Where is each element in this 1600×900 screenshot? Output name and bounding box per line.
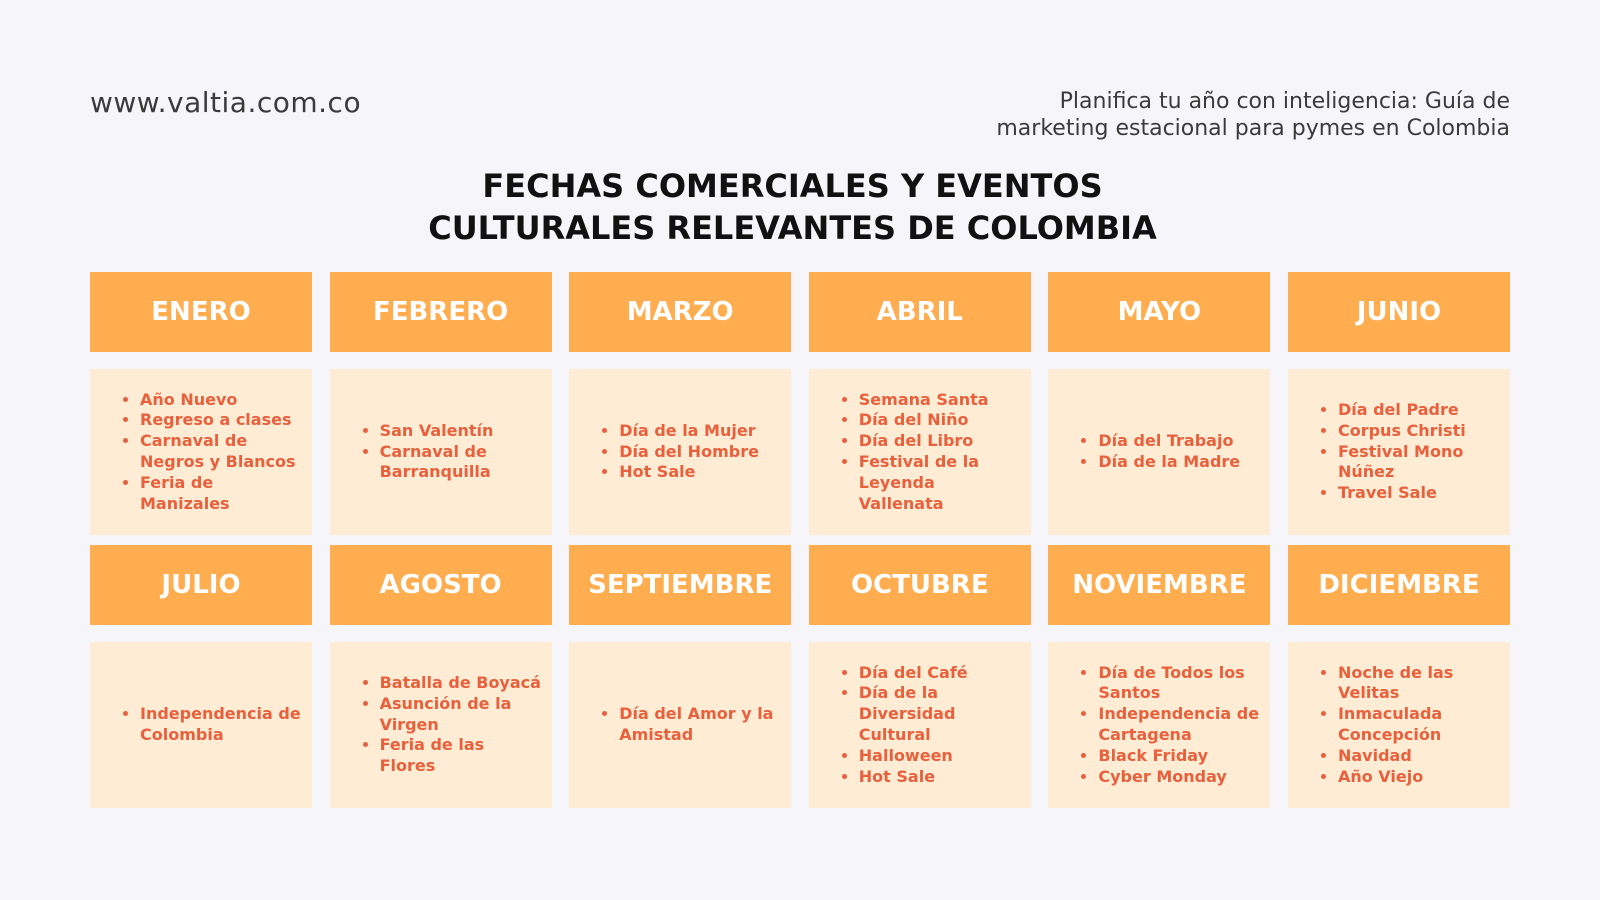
event-item: • Inmaculada Concepción — [1338, 704, 1502, 746]
event-item: • Travel Sale — [1338, 483, 1502, 504]
events-list — [330, 673, 552, 777]
site-url[interactable]: www.valtia.com.co — [90, 86, 362, 119]
month-header: SEPTIEMBRE — [569, 545, 791, 625]
month-events-box — [1288, 369, 1510, 535]
month-header: FEBRERO — [330, 272, 552, 352]
events-list — [569, 704, 791, 746]
events-list — [809, 663, 1031, 788]
event-item: • Hot Sale — [619, 462, 759, 483]
guide-title — [890, 88, 1510, 142]
month-events-box — [1048, 369, 1270, 535]
month-header: JULIO — [90, 545, 312, 625]
month-events-box — [809, 642, 1031, 808]
event-item: • Día del Amor y la Amistad — [619, 704, 783, 746]
month-card — [90, 272, 312, 535]
month-header: ABRIL — [809, 272, 1031, 352]
month-card — [1288, 272, 1510, 535]
event-item: • Día del Trabajo — [1098, 431, 1240, 452]
event-item: • Carnaval de Barranquilla — [380, 442, 544, 484]
event-item: • Año Viejo — [1338, 767, 1502, 788]
event-item: • Feria de las Flores — [380, 735, 544, 777]
month-card — [1288, 535, 1510, 808]
month-card — [569, 535, 791, 808]
month-events-box — [330, 642, 552, 808]
events-list — [90, 704, 312, 746]
months-grid — [90, 272, 1510, 808]
month-card — [330, 272, 552, 535]
month-header: MAYO — [1048, 272, 1270, 352]
events-list — [569, 421, 767, 483]
events-list — [330, 421, 552, 483]
event-item: • Día de la Diversidad Cultural — [859, 683, 1023, 745]
event-item: • Día del Café — [859, 663, 1023, 684]
month-events-box — [569, 369, 791, 535]
month-header: NOVIEMBRE — [1048, 545, 1270, 625]
page-title-line-2: CULTURALES RELEVANTES DE COLOMBIA — [428, 209, 1157, 247]
event-item: • Regreso a clases — [140, 410, 304, 431]
month-events-box — [1048, 642, 1270, 808]
event-item: • Día de la Mujer — [619, 421, 759, 442]
event-item: • Semana Santa — [859, 390, 1023, 411]
event-item: • Cyber Monday — [1098, 767, 1262, 788]
month-card — [569, 272, 791, 535]
guide-title-line-2: marketing estacional para pymes en Colombia — [996, 116, 1510, 141]
events-list — [1048, 663, 1270, 788]
events-list — [1048, 431, 1248, 473]
month-card — [1048, 272, 1270, 535]
event-item: • Año Nuevo — [140, 390, 304, 411]
event-item: • Festival de la Leyenda Vallenata — [859, 452, 1023, 514]
event-item: • Día del Hombre — [619, 442, 759, 463]
month-events-box — [809, 369, 1031, 535]
month-events-box — [90, 642, 312, 808]
event-item: • Día del Libro — [859, 431, 1023, 452]
month-events-box — [569, 642, 791, 808]
event-item: • Independencia de Cartagena — [1098, 704, 1262, 746]
event-item: • Hot Sale — [859, 767, 1023, 788]
page-title-line-1: FECHAS COMERCIALES Y EVENTOS — [482, 167, 1103, 205]
event-item: • Black Friday — [1098, 746, 1262, 767]
event-item: • Navidad — [1338, 746, 1502, 767]
month-events-box — [90, 369, 312, 535]
guide-title-line-1: Planifica tu año con inteligencia: Guía de — [1059, 89, 1510, 114]
month-events-box — [330, 369, 552, 535]
event-item: • Festival Mono Núñez — [1338, 442, 1502, 484]
month-header: ENERO — [90, 272, 312, 352]
event-item: • Halloween — [859, 746, 1023, 767]
month-card — [90, 535, 312, 808]
event-item: • Día del Niño — [859, 410, 1023, 431]
event-item: • Corpus Christi — [1338, 421, 1502, 442]
event-item: • Asunción de la Virgen — [380, 694, 544, 736]
event-item: • Batalla de Boyacá — [380, 673, 544, 694]
events-list — [90, 390, 312, 515]
month-header: MARZO — [569, 272, 791, 352]
month-card — [1048, 535, 1270, 808]
month-card — [330, 535, 552, 808]
event-item: • Día de la Madre — [1098, 452, 1240, 473]
month-header: AGOSTO — [330, 545, 552, 625]
month-header: JUNIO — [1288, 272, 1510, 352]
event-item: • Carnaval de Negros y Blancos — [140, 431, 304, 473]
page-title — [300, 165, 1285, 249]
month-events-box — [1288, 642, 1510, 808]
event-item: • Feria de Manizales — [140, 473, 304, 515]
events-list — [1288, 663, 1510, 788]
event-item: • San Valentín — [380, 421, 544, 442]
month-card — [809, 272, 1031, 535]
event-item: • Independencia de Colombia — [140, 704, 304, 746]
month-header: OCTUBRE — [809, 545, 1031, 625]
month-card — [809, 535, 1031, 808]
event-item: • Día del Padre — [1338, 400, 1502, 421]
event-item: • Noche de las Velitas — [1338, 663, 1502, 705]
events-list — [1288, 400, 1510, 504]
events-list — [809, 390, 1031, 515]
event-item: • Día de Todos los Santos — [1098, 663, 1262, 705]
month-header: DICIEMBRE — [1288, 545, 1510, 625]
